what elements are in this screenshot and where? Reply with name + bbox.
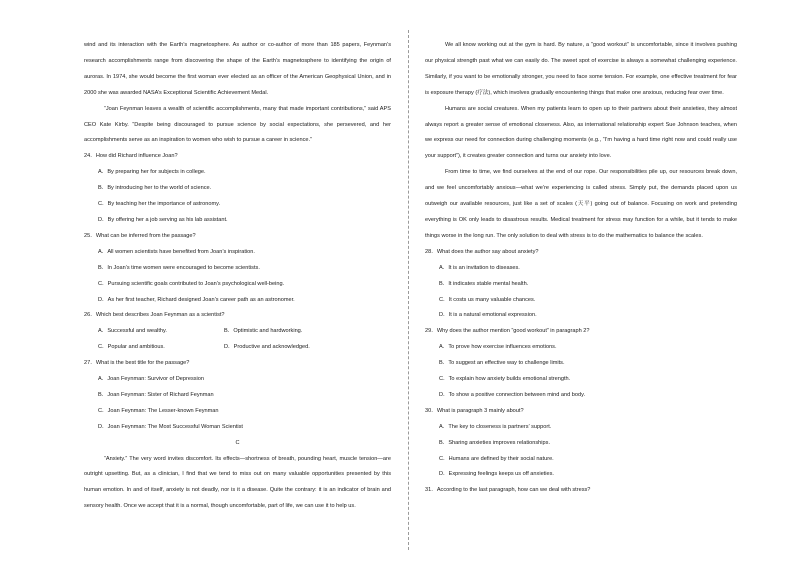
section-c-heading: C: [235, 439, 240, 446]
q24-option-a: A．By preparing her for subjects in college.: [98, 169, 206, 176]
q28-option-b: B．It indicates stable mental health.: [439, 280, 529, 287]
q24-option-d: D．By offering her a job serving as his lab assistant.: [98, 216, 228, 223]
question-25: 25．What can be inferred from the passage?: [84, 232, 196, 239]
q29-option-b: B．To suggest an effective way to challenge limits.: [439, 360, 565, 367]
q26-option-d: D．Productive and acknowledged.: [224, 344, 310, 351]
q29-option-a: A．To prove how exercise influences emotions.: [439, 344, 557, 351]
q28-option-d: D．It is a natural emotional expression.: [439, 312, 537, 319]
q27-option-c: C．Joan Feynman: The Lesser-known Feynman: [98, 407, 219, 414]
q30-option-c: C．Humans are defined by their social nature.: [439, 455, 554, 462]
left-column: [84, 38, 391, 515]
question-29: 29．Why does the author mention “good workout” in paragraph 2?: [425, 328, 590, 335]
q27-option-b: B．Joan Feynman: Sister of Richard Feynman: [98, 391, 214, 398]
q26-options-row-1: [84, 324, 391, 340]
q25-option-c: C．Pursuing scientific goals contributed to Joan’s psychological well-being.: [98, 280, 285, 287]
question-28: 28．What does the author say about anxiety?: [425, 248, 539, 255]
question-26: 26．Which best describes Joan Feynman as a scientist?: [84, 312, 225, 319]
passage-b-quote-paragraph: “Joan Feynman leaves a wealth of scientific accomplishments, many that made important contributions,” said APS CEO Kate Kirby. “Despite being discouraged to pursue science by social expectations, she persevered, and her accomplishments serve as an inspiration to women who wish to pursue a career in science.”: [84, 105, 391, 144]
question-31: 31．According to the last paragraph, how can we deal with stress?: [425, 487, 591, 494]
q30-option-b: B．Sharing anxieties improves relationships.: [439, 439, 550, 446]
passage-c-paragraph-3: Humans are social creatures. When my patients learn to open up to their partners about their anxieties, they almost always report a greater sense of emotional closeness. Also, as international relationship expert Sue Johnson teaches, when we express our need for connection during challenging moments (e.g., “I’m having a hard time right now and could really use your support”), it creates greater connection and turns our anxiety into love.: [425, 105, 737, 160]
q25-option-d: D．As her first teacher, Richard designed Joan’s career path as an astronomer.: [98, 296, 295, 303]
q24-option-c: C．By teaching her the importance of astronomy.: [98, 201, 221, 208]
q28-option-a: A．It is an invitation to diseases.: [439, 264, 520, 271]
q30-option-d: D．Expressing feelings keeps us off anxieties.: [439, 471, 554, 478]
passage-c-paragraph-2: We all know working out at the gym is hard. By nature, a “good workout” is uncomfortable, since it involves pushing our physical strength past what we can easily do. The sweet spot of exercise is always a somewhat challenging experience. Similarly, if you want to be emotionally stronger, you need to face some tension. For example, one effective treatment for fear is exposure therapy (疗法), which involves gradually encountering things that make one anxious, reducing fear over time.: [425, 42, 737, 96]
right-column: [425, 38, 737, 499]
q24-option-b: B．By introducing her to the world of science.: [98, 185, 212, 192]
q26-options-row-2: [84, 340, 391, 356]
q26-option-b: B．Optimistic and hardworking.: [224, 328, 303, 335]
passage-c-paragraph-1: “Anxiety.” The very word invites discomfort. Its effects—shortness of breath, pounding heart, muscle tension—are outright upsetting. But, as a clinician, I find that we tend to miss out on many valuable opportunities presented by this human emotion. In and of itself, anxiety is not deadly, nor is it a disease. Quite the contrary: it is an indicator of brain and sensory health. Once we accept that it is a normal, though uncomfortable, part of life, we can use it to help us.: [84, 455, 391, 510]
question-24: 24．How did Richard influence Joan?: [84, 153, 178, 160]
q25-option-a: A．All women scientists have benefited from Joan’s inspiration.: [98, 248, 255, 255]
q27-option-a: A．Joan Feynman: Survivor of Depression: [98, 376, 205, 383]
q28-option-c: C．It costs us many valuable chances.: [439, 296, 536, 303]
q29-option-d: D．To show a positive connection between mind and body.: [439, 391, 586, 398]
q25-option-b: B．In Joan’s time women were encouraged to become scientists.: [98, 264, 260, 271]
question-30: 30．What is paragraph 3 mainly about?: [425, 407, 524, 414]
q29-option-c: C．To explain how anxiety builds emotional strength.: [439, 376, 571, 383]
q26-option-a: A．Successful and wealthy.: [98, 328, 167, 335]
q26-option-c: C．Popular and ambitious.: [98, 344, 165, 351]
passage-b-paragraph: wind and its interaction with the Earth’s magnetosphere. As author or co-author of more than 185 papers, Feynman’s research accomplishments range from discovering the shape of the Earth’s magnetosphere to identifying the origin of auroras. In 1974, she would become the first woman ever elected as an officer of the American Geophysical Union, and in 2000 she was awarded NASA’s Exceptional Scientific Achievement Medal.: [84, 42, 391, 96]
question-27: 27．What is the best title for the passage?: [84, 360, 190, 367]
q27-option-d: D．Joan Feynman: The Most Successful Woman Scientist: [98, 423, 243, 430]
q30-option-a: A．The key to closeness is partners’ support.: [439, 423, 552, 430]
column-divider: [408, 30, 409, 550]
passage-c-paragraph-4: From time to time, we find ourselves at the end of our rope. Our responsibilities pile up, our resources break down, and we feel uncomfortably anxious—what we’re experiencing is called stress. Simply put, the demands placed upon us outweigh our available resources, just like a set of scales (天平) going out of balance. Focusing on work and pretending everything is OK only leads to disastrous results. Medical treatment for stress may function for a while, but it tends to make things worse in the long run. The only solution to deal with stress is to do the mathematics to balance the scales.: [425, 169, 737, 239]
